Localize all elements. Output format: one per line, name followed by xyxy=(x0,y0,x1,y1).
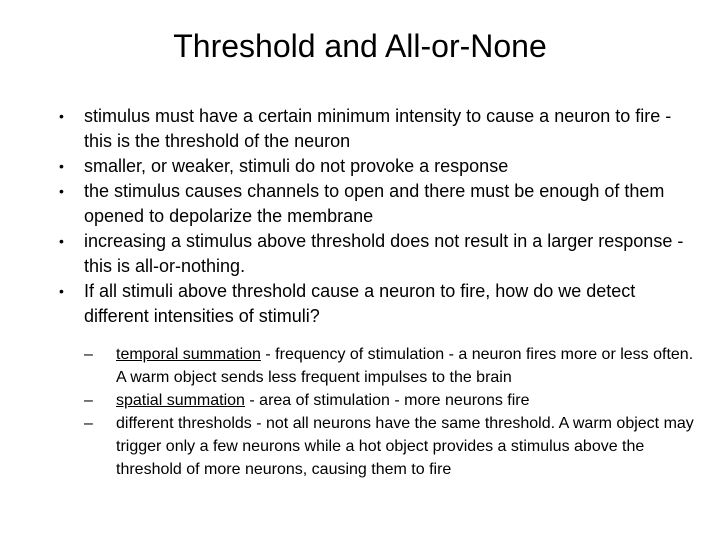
bullet-item xyxy=(0,279,694,481)
sub-bullet-item xyxy=(84,412,696,481)
sub-bullet-item xyxy=(84,389,696,412)
spatial-summation-term: spatial summation xyxy=(116,392,245,409)
bullet-text: smaller, or weaker, stimuli do not provoke a response xyxy=(84,156,509,176)
bullet-item xyxy=(0,229,684,279)
bullet-item xyxy=(0,179,684,229)
bullet-list xyxy=(0,104,720,481)
sub-bullet-text: - frequency of stimulation - a neuron fires more or less often. A warm object sends less frequent impulses to the brain xyxy=(116,346,694,386)
bullet-marker: • xyxy=(59,108,64,124)
slide-title: Threshold and All-or-None xyxy=(173,28,547,64)
sub-bullet-text: different thresholds - not all neurons have the same threshold. A warm object may trigger only a few neurons while a hot object provides a stimulus above the threshold of more neurons, causing them to fire xyxy=(116,415,694,478)
bullet-marker: • xyxy=(59,283,64,299)
bullet-marker: • xyxy=(59,233,64,249)
bullet-text: If all stimuli above threshold cause a neuron to fire, how do we detect different intensities of stimuli? xyxy=(84,281,636,326)
dash-marker: – xyxy=(84,392,93,409)
bullet-text: stimulus must have a certain minimum intensity to cause a neuron to fire - this is the threshold of the neuron xyxy=(84,106,672,151)
dash-marker: – xyxy=(84,415,93,432)
bullet-marker: • xyxy=(59,183,64,199)
dash-marker: – xyxy=(84,346,93,363)
sub-bullet-list xyxy=(84,343,694,481)
bullet-marker: • xyxy=(59,158,64,174)
bullet-text: the stimulus causes channels to open and there must be enough of them opened to depolarize the membrane xyxy=(84,181,665,226)
sub-bullet-item xyxy=(84,343,696,389)
bullet-item xyxy=(0,154,684,179)
bullet-text: increasing a stimulus above threshold does not result in a larger response - this is all-or-nothing. xyxy=(84,231,684,276)
temporal-summation-term: temporal summation xyxy=(116,346,261,363)
sub-bullet-text: - area of stimulation - more neurons fire xyxy=(244,392,530,409)
bullet-item xyxy=(0,104,684,154)
